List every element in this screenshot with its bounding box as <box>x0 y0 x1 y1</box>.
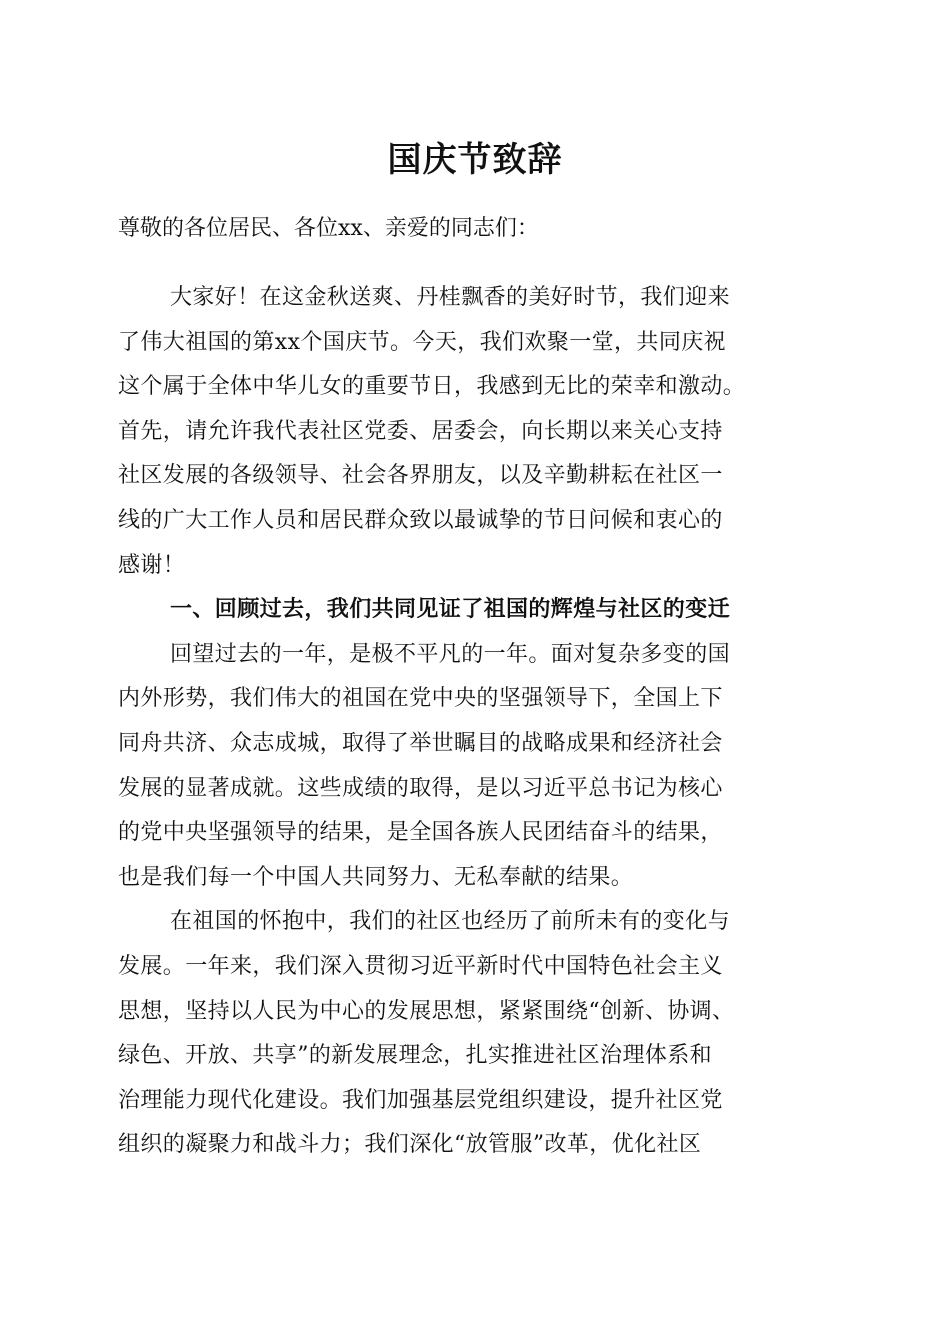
paragraph-line: 绿色、开放、共享”的新发展理念，扎实推进社区治理体系和 <box>118 1043 713 1069</box>
paragraph-line: 的党中央坚强领导的结果，是全国各族人民团结奋斗的结果， <box>118 820 723 846</box>
paragraph-line: 发展的显著成就。这些成绩的取得，是以习近平总书记为核心 <box>118 775 723 801</box>
paragraph-line: 同舟共济、众志成城，取得了举世瞩目的战略成果和经济社会 <box>118 730 723 756</box>
paragraph-line: 也是我们每一个中国人共同努力、无私奉献的结果。 <box>118 864 634 890</box>
paragraph-line: 内外形势，我们伟大的祖国在党中央的坚强领导下，全国上下 <box>118 686 723 712</box>
paragraph-line: 大家好！在这金秋送爽、丹桂飘香的美好时节，我们迎来 <box>170 285 731 310</box>
paragraph-line: 社区发展的各级领导、社会各界朋友，以及辛勤耕耘在社区一 <box>118 463 723 489</box>
document-title: 国庆节致辞 <box>387 140 563 180</box>
document-body <box>118 276 838 1168</box>
paragraph-line: 组织的凝聚力和战斗力；我们深化“放管服”改革，优化社区 <box>118 1132 702 1158</box>
paragraph-line: 了伟大祖国的第xx个国庆节。今天，我们欢聚一堂，共同庆祝 <box>118 329 727 355</box>
paragraph-line: 思想，坚持以人民为中心的发展思想，紧紧围绕“创新、协调、 <box>118 998 735 1024</box>
paragraph-line: 在祖国的怀抱中，我们的社区也经历了前所未有的变化与 <box>170 909 731 935</box>
section-heading: 一、回顾过去，我们共同见证了祖国的辉煌与社区的变迁 <box>170 597 731 623</box>
paragraph-line: 发展。一年来，我们深入贯彻习近平新时代中国特色社会主义 <box>118 953 723 979</box>
paragraph-line: 线的广大工作人员和居民群众致以最诚挚的节日问候和衷心的 <box>118 507 723 533</box>
paragraph-line: 这个属于全体中华儿女的重要节日，我感到无比的荣幸和激动。 <box>118 374 746 400</box>
paragraph-line: 回望过去的一年，是极不平凡的一年。面对复杂多变的国 <box>170 641 731 667</box>
paragraph-line: 首先，请允许我代表社区党委、居委会，向长期以来关心支持 <box>118 418 723 444</box>
paragraph-line: 治理能力现代化建设。我们加强基层党组织建设，提升社区党 <box>118 1087 723 1113</box>
paragraph-line: 感谢！ <box>118 552 186 578</box>
greeting-line: 尊敬的各位居民、各位xx、亲爱的同志们： <box>118 216 539 241</box>
